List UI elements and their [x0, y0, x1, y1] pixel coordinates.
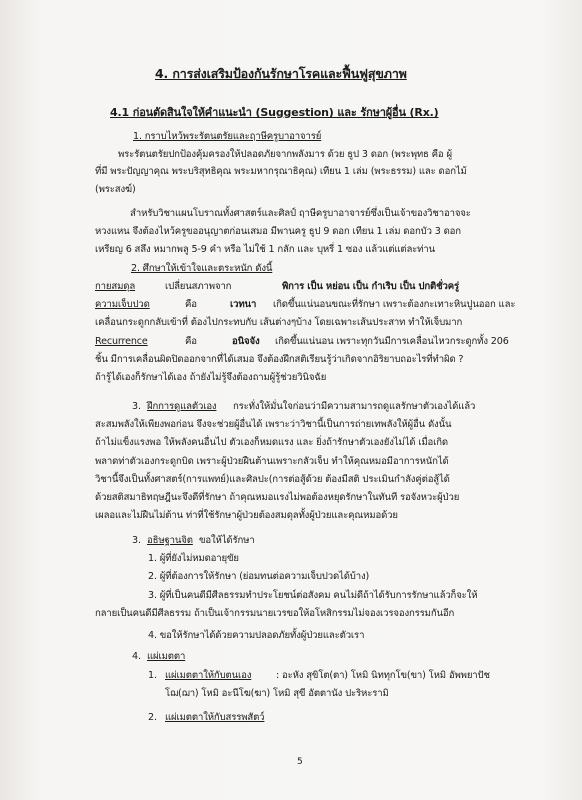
term-pain-desc: เกิดขึ้นแน่นอนขณะที่รักษา เพราะต้องกะเทาะหินปูนออก และ	[273, 299, 516, 310]
s5-item1-line1: : อะหัง สุขิโต(ตา) โหมิ นิททุกโข(ขา) โหมิ อัพพยาปัช	[276, 670, 490, 681]
s3-line5: วิชานี้จึงเป็นทั้งศาสตร์(การแพทย์)และศิลปะ(การต่อสู้ด้วย ต้องมีสติ ประเมินกำลังคู่ต่อสู้ได้	[95, 474, 450, 485]
term-recurrence-is: คือ	[185, 336, 197, 347]
s1-p1-line3: (พระสงฆ์)	[95, 184, 136, 195]
s4-item2: 2. ผู้ที่ต้องการให้รักษา (ย่อมทนต่อความเจ็บปวดได้บ้าง)	[148, 571, 370, 582]
s1-p2-line2: หวงแหน จึงต้องไหว้ครูขออนุญาตก่อนเสมอ มีพานครู ธูป 9 ดอก เทียน 1 เล่ม ดอกบัว 3 ดอก	[95, 226, 461, 237]
term-pain: ความเจ็บปวด	[95, 299, 150, 310]
s1-p1-line1: พระรัตนตรัยปกป้องคุ้มครองให้ปลอดภัยจากพลังมาร ด้วย ธูป 3 ดอก (พระพุทธ คือ ผู้	[118, 149, 452, 160]
section4-heading: อธิษฐานจิต	[147, 535, 193, 546]
page-number: 5	[297, 757, 303, 767]
s3-line7: เผลอและไม่ฝืนไม่ต้าน ท่าที่ใช้รักษาผู้ป่วยต้องสมดุลทั้งผู้ป่วยและคุณหมอด้วย	[95, 510, 398, 521]
term-pain-name: เวทนา	[230, 299, 257, 310]
term-recurrence-desc: เกิดขึ้นแน่นอน เพราะทุกวันมีการเคลื่อนไหวกระดูกทั้ง 206	[275, 336, 509, 347]
term-body-balance: กายสมดุล	[95, 281, 136, 292]
s1-p2-line1: สำหรับวิชาแผนโบราณทั้งศาสตร์และศิลป์ ฤาษีครูบาอาจารย์ซึ่งเป็นเจ้าของวิชาอาจจะ	[130, 208, 471, 219]
term-recurrence-name: อนิจจัง	[232, 336, 260, 347]
section3-heading: ฝึกการดูแลตัวเอง	[147, 401, 217, 412]
s5-item1-num: 1.	[148, 670, 157, 681]
s5-item2-heading: แผ่เมตตาให้กับสรรพสัตว์	[165, 712, 265, 723]
term-body-balance-desc-a: เปลี่ยนสภาพจาก	[165, 281, 232, 292]
term-pain-line2: เคลื่อนกระดูกกลับเข้าที่ ต้องไปกระทบกับ เส้นต่างๆบ้าง โดยเฉพาะเส้นประสาท ทำให้เจ็บมาก	[95, 317, 463, 328]
s3-line4: พลาดท่าตัวเองกระดูกบิด เพราะผู้ป่วยฝืนต้านเพราะกลัวเจ็บ ทำให้คุณหมอมีอาการหนักได้	[95, 456, 449, 467]
s5-item2-num: 2.	[148, 712, 157, 723]
term-recurrence: Recurrence	[95, 336, 148, 347]
s4-item4: 4. ขอให้รักษาได้ด้วยความปลอดภัยทั้งผู้ป่วยและตัวเรา	[148, 630, 365, 641]
section4-heading-rest: ขอให้ได้รักษา	[199, 535, 255, 546]
s4-item3-line2: กลายเป็นคนดีมีศีลธรรม ถ้าเป็นเจ้ากรรมนายเวรขอให้อโหสิกรรมไม่จองเวรจองกรรมกันอีก	[95, 608, 455, 619]
term-body-balance-desc-b: พิการ เป็น หย่อน เป็น กำเริบ เป็น ปกติชั่วครู่	[282, 281, 459, 292]
s5-item1-heading: แผ่เมตตาให้กับตนเอง	[165, 670, 252, 681]
s3-line6: ด้วยสติสมาธิทฤษฎีนะจึงดีที่รักษา ถ้าคุณหมอแรงไม่พอต้องหยุดรักษาในทันที รอจังหวะผู้ป่วย	[95, 492, 460, 503]
section5-num: 4.	[132, 651, 141, 662]
section3-num: 3.	[132, 401, 141, 412]
section1-heading: 1. กราบไหว้พระรัตนตรัยและฤาษีครูบาอาจารย์	[133, 131, 322, 142]
s3-line1: กระทั่งให้มั่นใจก่อนว่ามีความสามารถดูแลรักษาตัวเองได้แล้ว	[233, 401, 476, 412]
s3-line3: ถ้าไม่แข็งแรงพอ ให้พลังคนอื่นไป ตัวเองก็หมดแรง และ ยิ่งถ้ารักษาตัวเองยังไม่ได้ เมื่อเกิด	[95, 437, 449, 448]
section-subtitle: 4.1 ก่อนตัดสินใจให้คำแนะนำ (Suggestion) และ รักษาผู้อื่น (Rx.)	[110, 106, 439, 119]
s4-item1: 1. ผู้ที่ยังไม่หมดอายุขัย	[148, 553, 239, 564]
s4-item3: 3. ผู้ที่เป็นคนดีมีศีลธรรมทำประโยชน์ต่อสังคม คนไม่ดีถ้าได้รับการรักษาแล้วก็จะให้	[148, 590, 478, 601]
term-recurrence-line3: ถ้ารู้ได้เองก็รักษาได้เอง ถ้ายังไม่รู้จึงต้องถามผู้รู้ช่วยวินิจฉัย	[95, 372, 327, 383]
term-pain-is: คือ	[185, 299, 197, 310]
section2-heading-text: 2. ศึกษาให้เข้าใจและตระหนัก ดังนี้	[131, 263, 273, 274]
section4-num: 3.	[132, 535, 141, 546]
s1-p1-line2: ที่มี พระปัญญาคุณ พระบริสุทธิคุณ พระมหากรุณาธิคุณ) เทียน 1 เล่ม (พระธรรม) และ ดอกไม้	[95, 166, 467, 177]
page-title: 4. การส่งเสริมป้องกันรักษาโรคและฟื้นฟูสุขภาพ	[155, 66, 407, 81]
s3-line2: สะสมพลังให้เพียงพอก่อน จึงจะช่วยผู้อื่นได้ เพราะว่าวิชานี้เป็นการถ่ายเทพลังให้ผู้อื่น ดังนั้น	[95, 419, 452, 430]
section5-heading: แผ่เมตตา	[147, 651, 186, 662]
s1-p2-line3: เหรียญ 6 สลึง หมากพลู 5-9 คำ หรือ ไม่ใช้ 1 กลัก และ บุหรี่ 1 ซอง แล้วแต่แต่ละท่าน	[95, 244, 435, 255]
term-recurrence-line2: ชิ้น มีการเคลื่อนผิดปิดออกจากที่ได้เสมอ จึงต้องฝึกสติเรียนรู้ว่าเกิดจากอิริยาบถอะไรที่ทำผิด ?	[95, 354, 464, 365]
s5-item1-line2: โฌ(ฌา) โหมิ อะนีโฆ(ฆา) โหมิ สุขี อัตตานัง ปะริหะรามิ	[165, 688, 389, 699]
section2-heading	[131, 263, 272, 275]
